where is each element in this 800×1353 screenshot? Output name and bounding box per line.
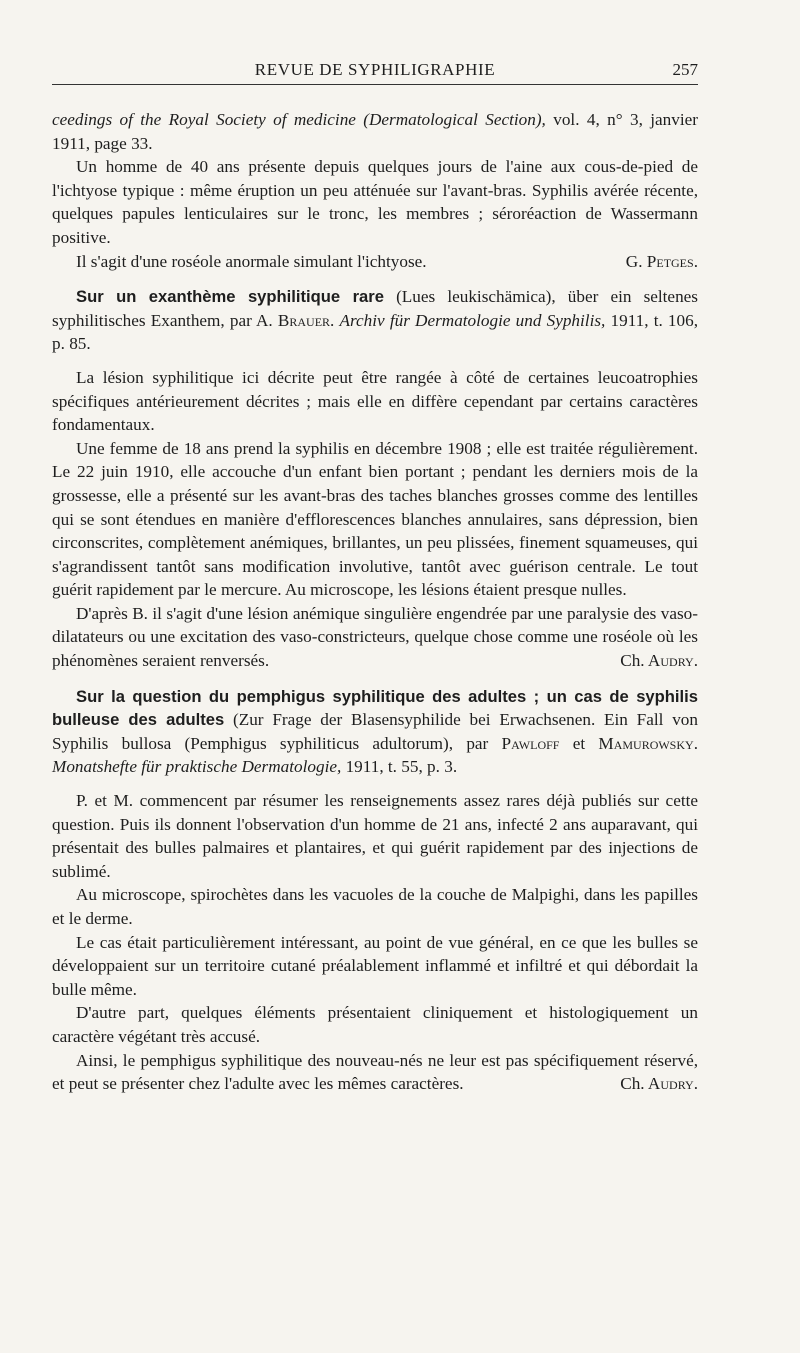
paragraph: Le cas était particulièrement intéressant, au point de vue général, en ce que les bulles se développaient sur un territoire cutané préalablement inflammé et infiltré et qui débordait la bulle même. [52, 932, 698, 999]
paragraph: Au microscope, spirochètes dans les vacuoles de la couche de Malpighi, dans les papilles et le derme. [52, 885, 698, 928]
paragraph: D'après B. il s'agit d'une lésion anémique singulière engendrée par une paralysie des vaso-dilatateurs ou une excitation des vaso-constricteurs, quelque chose comme une roséole où les phénomènes seraient renversés. Ch. Audry. [52, 602, 698, 673]
paragraph: Un homme de 40 ans présente depuis quelques jours de l'aine aux cous-de-pied de l'ichtyose typique : même éruption un peu atténuée sur l'avant-bras. Syphilis avérée récente, quelques papules lenticulaires sur le tronc, les membres ; séroréaction de Wassermann positive. [52, 157, 698, 247]
paragraph: Ainsi, le pemphigus syphilitique des nouveau-nés ne leur est pas spécifiquement réservé, et peut se présenter chez l'adulte avec les mêmes caractères. Ch. Audry. [52, 1049, 698, 1096]
citation-italic: ceedings of the Royal Society of medicine (Dermatological Section), [52, 110, 546, 129]
page-number: 257 [672, 60, 698, 79]
running-header [52, 58, 698, 85]
paragraph: D'autre part, quelques éléments présentaient cliniquement et histologiquement un caractère végétant très accusé. [52, 1003, 698, 1046]
article-body [52, 108, 698, 1096]
journal-name: Archiv für Dermatologie und Syphilis, [339, 310, 606, 330]
paragraph: La lésion syphilitique ici décrite peut être rangée à côté de certaines leucoatrophies spécifiques antérieurement décrites ; mais elle en diffère cependant par certains caractères fondamentaux. [52, 367, 698, 435]
paragraph: Une femme de 18 ans prend la syphilis en décembre 1908 ; elle est traitée régulièrement. Le 22 juin 1910, elle accouche d'un enfant bien portant ; pendant les derniers mois de la grossesse, elle a présenté sur les avant-bras des taches blanches grosses comme des lentilles qui se sont étendues en manière d'efflorescences blanches annulaires, sans dépression, bien circonscrites, complètement anémiques, brillantes, un peu plissées, finement squameuses, qui s'agrandissent tantôt sans modification involutive, tantôt avec guérison centrale. Le tout guérit rapidement par le mercure. Au microscope, les lésions étaient presque nulles. [52, 438, 698, 600]
continuation-citation [52, 108, 698, 155]
article-heading: Sur la question du pemphigus syphilitique des adultes ; un cas de syphilis bulleuse des adultes (Zur Frage der Blasensyphilide bei Erwachsenen. Ein Fall von Syphilis bullosa (Pemphigus syphiliticus adultorum), par Pawloff et Mamurowsky. Monatshefte für praktische Dermatologie, 1911, t. 55, p. 3. [52, 686, 698, 777]
signature: Ch. Audry. [620, 651, 698, 671]
journal-title: REVUE DE SYPHILIGRAPHIE [254, 60, 496, 79]
author-name: awloff [511, 733, 560, 753]
paragraph: P. et M. commencent par résumer les renseignements assez rares déjà publiés sur cette question. Puis ils donnent l'observation d'un homme de 21 ans, infecté 2 ans auparavant, qui présentait des bulles palmaires et plantaires, et qui guérit rapidement par des injections de sublimé. [52, 791, 698, 881]
article-title: Sur un exanthème syphilitique rare [76, 287, 384, 307]
author-name: rauer [289, 310, 331, 330]
author-name: amurowsky [613, 733, 694, 753]
article-heading: Sur un exanthème syphilitique rare (Lues leukischämica), über ein seltenes syphilitisches Exanthem, par A. Brauer. Archiv für Dermatologie und Syphilis, 1911, t. 106, p. 85. [52, 287, 699, 354]
article-title: Sur la question du pemphigus syphilitique des adultes ; un cas de syphilis bulleuse des adultes [52, 686, 698, 730]
signature: G. Petges. [625, 251, 698, 271]
paragraph: Il s'agit d'une roséole anormale simulant l'ichtyose. G. Petges. [52, 250, 698, 274]
journal-name: Monatshefte für praktische Dermatologie, [52, 757, 342, 777]
citation-rest: vol. 4, n° 3, janvier 1911, page 33. [52, 110, 698, 153]
signature: Ch. Audry. [620, 1074, 698, 1094]
